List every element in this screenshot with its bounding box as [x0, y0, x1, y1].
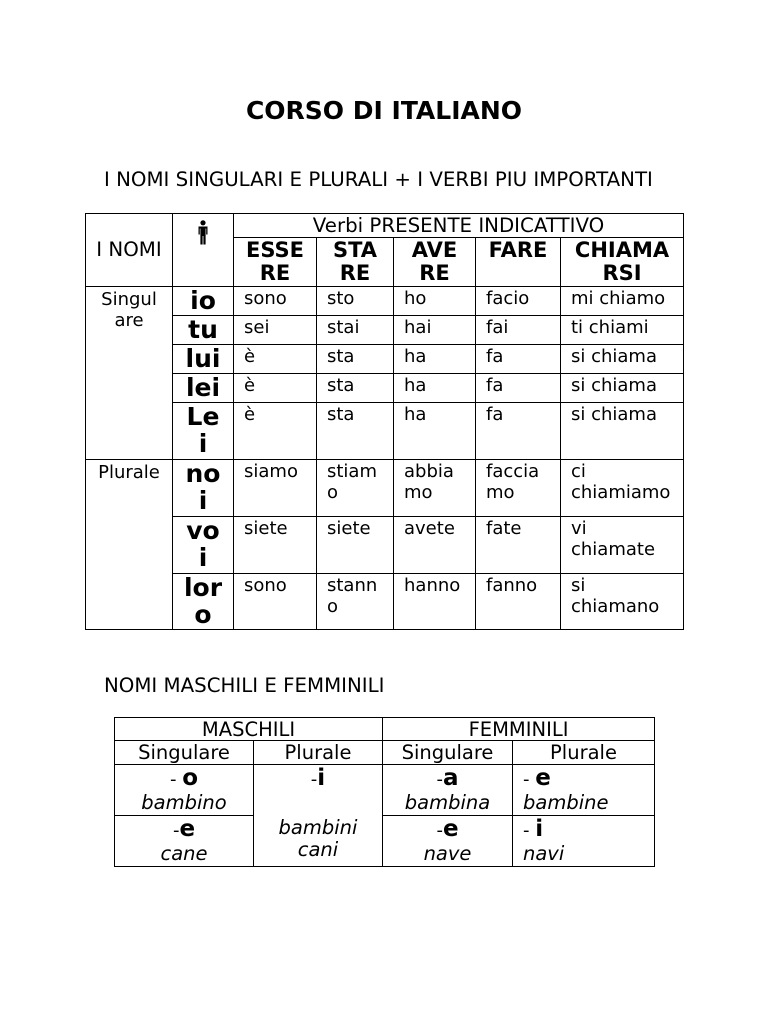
singular-label-cell: Singul are [86, 287, 173, 460]
fare-form-cell: fa [476, 403, 561, 460]
avere-form-cell: hai [394, 316, 476, 345]
femminili-header: FEMMINILI [383, 718, 655, 741]
femminili-plural-cell [513, 816, 655, 867]
pronoun-cell: lei [173, 374, 234, 403]
ending-letter: e [179, 816, 196, 842]
chiamarsi-form-cell: ti chiami [561, 316, 684, 345]
maschili-header: MASCHILI [115, 718, 383, 741]
chiamarsi-form-cell: si chiama [561, 345, 684, 374]
pronoun-header-cell [173, 214, 234, 287]
conjugation-row [86, 574, 684, 630]
example-word: bambine [523, 791, 609, 814]
essere-form-cell: sono [234, 574, 317, 630]
stare-form-cell: sta [317, 403, 394, 460]
fare-form-cell: fanno [476, 574, 561, 630]
pronoun-cell: lor o [173, 574, 234, 630]
fare-form-cell: fate [476, 517, 561, 574]
dash: - [436, 769, 443, 790]
avere-form-cell: avete [394, 517, 476, 574]
maschili-plural-cell [254, 765, 383, 867]
gender-endings-table [114, 717, 655, 867]
stare-form-cell: sta [317, 345, 394, 374]
avere-form-cell: ha [394, 374, 476, 403]
nomi-verbi-heading: I NOMI SINGULARI E PLURALI + I VERBI PIU IMPORTANTI [104, 168, 653, 191]
conjugation-row [86, 374, 684, 403]
ending-letter: e [535, 765, 551, 791]
nomi-maschili-femminili-heading: NOMI MASCHILI E FEMMINILI [104, 674, 385, 697]
verb-header-essere: ESSE RE [234, 238, 317, 287]
essere-form-cell: sei [234, 316, 317, 345]
person-icon [196, 220, 210, 245]
dash: - [169, 769, 183, 790]
dash: - [172, 820, 180, 841]
chiamarsi-form-cell: ci chiamiamo [561, 460, 684, 517]
conjugation-row [86, 287, 684, 316]
chiamarsi-form-cell: si chiama [561, 403, 684, 460]
conjugation-row [86, 403, 684, 460]
chiamarsi-form-cell: mi chiamo [561, 287, 684, 316]
dash: - [310, 769, 318, 790]
avere-form-cell: ha [394, 403, 476, 460]
pronoun-cell: no i [173, 460, 234, 517]
femminili-singular-cell [383, 816, 513, 867]
ending-line [254, 766, 382, 792]
verbs-conjugation-table [85, 213, 684, 630]
conjugation-row [86, 517, 684, 574]
conjugation-row [86, 316, 684, 345]
ending-letter: a [442, 765, 459, 791]
example-word: bambina [404, 791, 491, 814]
verb-header-chiamarsi: CHIAMA RSI [561, 238, 684, 287]
example-word: nave [423, 842, 472, 865]
pronoun-cell: Le i [173, 403, 234, 460]
stare-form-cell: sta [317, 374, 394, 403]
avere-form-cell: ho [394, 287, 476, 316]
conjugation-row [86, 460, 684, 517]
verbi-presente-header: Verbi PRESENTE INDICATTIVO [234, 214, 684, 238]
plural-label-cell: Plurale [86, 460, 173, 630]
essere-form-cell: sono [234, 287, 317, 316]
stare-form-cell: siete [317, 517, 394, 574]
verb-header-avere: AVE RE [394, 238, 476, 287]
example-word: cane [160, 842, 208, 865]
avere-form-cell: abbia mo [394, 460, 476, 517]
pronoun-cell: vo i [173, 517, 234, 574]
chiamarsi-form-cell: vi chiamate [561, 517, 684, 574]
femminili-plural-header: Plurale [513, 741, 655, 765]
ending-letter: i [535, 816, 544, 842]
example-words: bambini cani [278, 816, 358, 861]
chiamarsi-form-cell: si chiamano [561, 574, 684, 630]
fare-form-cell: facio [476, 287, 561, 316]
ending-row [115, 816, 655, 867]
example-word: navi [523, 842, 565, 865]
conjugation-row [86, 345, 684, 374]
avere-form-cell: ha [394, 345, 476, 374]
dash: - [436, 820, 443, 841]
ending-line [115, 817, 253, 843]
ending-line [115, 766, 253, 792]
stare-form-cell: stai [317, 316, 394, 345]
ending-letter: i [317, 765, 326, 791]
fare-form-cell: faccia mo [476, 460, 561, 517]
femminili-singular-header: Singulare [383, 741, 513, 765]
avere-form-cell: hanno [394, 574, 476, 630]
fare-form-cell: fai [476, 316, 561, 345]
stare-form-cell: sto [317, 287, 394, 316]
essere-form-cell: è [234, 345, 317, 374]
essere-form-cell: siete [234, 517, 317, 574]
essere-form-cell: siamo [234, 460, 317, 517]
dash: - [523, 769, 536, 790]
stare-form-cell: stiam o [317, 460, 394, 517]
fare-form-cell: fa [476, 345, 561, 374]
essere-form-cell: è [234, 403, 317, 460]
ending-letter: o [182, 765, 199, 791]
ending-line [383, 766, 512, 792]
femminili-singular-cell [383, 765, 513, 816]
pronoun-cell: lui [173, 345, 234, 374]
nomi-header-cell: I NOMI [86, 214, 173, 287]
ending-letter: e [442, 816, 459, 842]
maschili-singular-cell [115, 816, 254, 867]
pronoun-cell: tu [173, 316, 234, 345]
fare-form-cell: fa [476, 374, 561, 403]
maschili-singular-header: Singulare [115, 741, 254, 765]
essere-form-cell: è [234, 374, 317, 403]
ending-line [523, 766, 654, 792]
example-word: bambino [141, 791, 227, 814]
ending-line [383, 817, 512, 843]
gender-header-row [115, 718, 655, 741]
maschili-singular-cell [115, 765, 254, 816]
verb-header-stare: STA RE [317, 238, 394, 287]
ending-line [523, 817, 654, 843]
ending-row [115, 765, 655, 816]
number-header-row [115, 741, 655, 765]
femminili-plural-cell [513, 765, 655, 816]
stare-form-cell: stann o [317, 574, 394, 630]
verb-header-fare: FARE [476, 238, 561, 287]
chiamarsi-form-cell: si chiama [561, 374, 684, 403]
maschili-plural-header: Plurale [254, 741, 383, 765]
pronoun-cell: io [173, 287, 234, 316]
table-header-row [86, 214, 684, 238]
dash: - [523, 820, 536, 841]
page-title: CORSO DI ITALIANO [245, 96, 523, 125]
